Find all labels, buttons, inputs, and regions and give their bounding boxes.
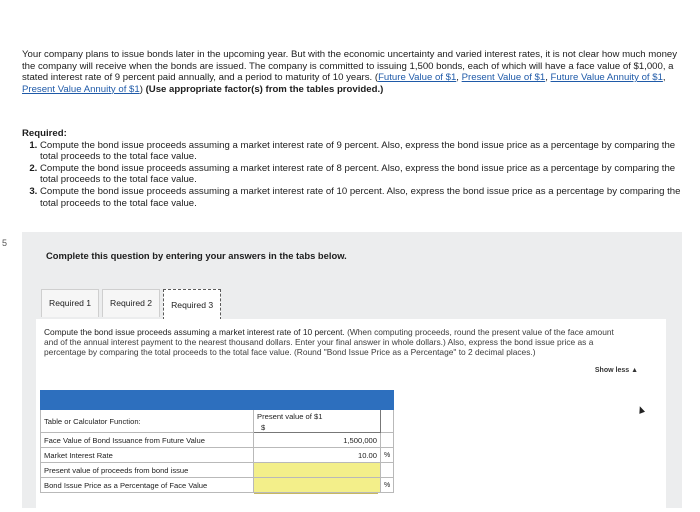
problem-intro: Your company plans to issue bonds later in the upcoming year. But with the economic uncertainty and varied interest rates, it is not clear how much money the company will receive when the bonds are issued. The company is committed to issuing 1,500 bonds, each of which will have a face value of $1,000, a stated interest rate of 9 percent paid annually, and a period to maturity of 10 years. (Future Value of $1, Present Value of $1, Future Value Annuity of $1, Present Value Annuity of $1) (Use appropriate factor(s) from the tables provided.): [22, 49, 678, 95]
tab-bar: [41, 289, 224, 319]
market-rate-input[interactable]: 10.00: [254, 448, 381, 463]
required-heading: Required:: [22, 128, 67, 139]
input-underline: [254, 493, 378, 494]
link-present-value-annuity[interactable]: Present Value Annuity of $1: [22, 83, 140, 95]
required-item-2: 2. Compute the bond issue proceeds assuming a market interest rate of 8 percent. Also, express the bond issue price as a percentage by comparing the total proceeds to the total face value.: [40, 163, 682, 186]
row-label: Present value of proceeds from bond issue: [41, 463, 254, 478]
row-label: Bond Issue Price as a Percentage of Face Value: [41, 478, 254, 493]
tab-required-2[interactable]: Required 2: [102, 289, 160, 317]
intro-instruction: (Use appropriate factor(s) from the tables provided.): [142, 83, 384, 95]
tab-required-3[interactable]: Required 3: [163, 289, 221, 320]
table-row: [41, 410, 394, 433]
intro-text: Your company plans to issue bonds later in the upcoming year. But with the economic uncertainty and varied interest rates, it is not clear how much money the company will receive when the bonds are issued. The company is committed to issuing 1,500 bonds, each of which will have a face value of $1,000, a stated interest rate of 9 percent paid annually, and a period to maturity of 10 years. (: [22, 49, 678, 84]
link-future-value-annuity[interactable]: Future Value Annuity of $1: [550, 72, 663, 84]
column-header-text: Present value of $1: [257, 412, 323, 421]
link-present-value[interactable]: Present Value of $1: [461, 72, 546, 84]
instruction-note: (When computing proceeds, round the present value of the face amount and of the annual interest payment to the nearest thousand dollars. Enter your final answer in whole dollars.) Also, express the bond issue price as a percentage by comparing the total proceeds to the total face value. (Round "Bond Issue Price as a Percentage" to 2 decimal places.): [44, 327, 614, 358]
face-value-input[interactable]: 1,500,000: [254, 433, 381, 448]
row-label: Table or Calculator Function:: [41, 410, 254, 433]
currency-symbol: $: [261, 423, 266, 432]
required-section: [22, 128, 682, 209]
complete-instruction: Complete this question by entering your answers in the tabs below.: [46, 250, 347, 261]
required-item-1: 1. Compute the bond issue proceeds assuming a market interest rate of 9 percent. Also, express the bond issue price as a percentage by comparing the total proceeds to the total face value.: [40, 140, 682, 163]
table-row: [41, 478, 394, 493]
row-label: Face Value of Bond Issuance from Future Value: [41, 433, 254, 448]
table-row: [41, 433, 394, 448]
show-less-button[interactable]: Show less ▲: [594, 367, 638, 374]
present-value-proceeds-input[interactable]: [254, 463, 381, 478]
column-header: [254, 410, 381, 433]
table-row: [41, 463, 394, 478]
table-header-bar: [41, 391, 394, 410]
edge-mark: 5: [2, 238, 8, 248]
issue-price-percentage-input[interactable]: [254, 478, 381, 493]
row-label: Market Interest Rate: [41, 448, 254, 463]
table-row: [41, 448, 394, 463]
percent-sign: %: [381, 478, 394, 493]
tab-required-1[interactable]: Required 1: [41, 289, 99, 317]
link-future-value[interactable]: Future Value of $1: [378, 72, 457, 84]
percent-sign: %: [381, 448, 394, 463]
required-item-3: 3. Compute the bond issue proceeds assuming a market interest rate of 10 percent. Also, express the bond issue price as a percentage by comparing the total proceeds to the total face value.: [40, 186, 682, 209]
required-list: [22, 140, 682, 210]
tab-instruction: Compute the bond issue proceeds assuming a market interest rate of 10 percent. (When computing proceeds, round the present value of the face amount and of the annual interest payment to the nearest thousand dollars. Enter your final answer in whole dollars.) Also, express the bond issue price as a percentage by comparing the total proceeds to the total face value. (Round "Bond Issue Price as a Percentage" to 2 decimal places.): [44, 327, 614, 358]
calculation-table: [40, 390, 394, 493]
